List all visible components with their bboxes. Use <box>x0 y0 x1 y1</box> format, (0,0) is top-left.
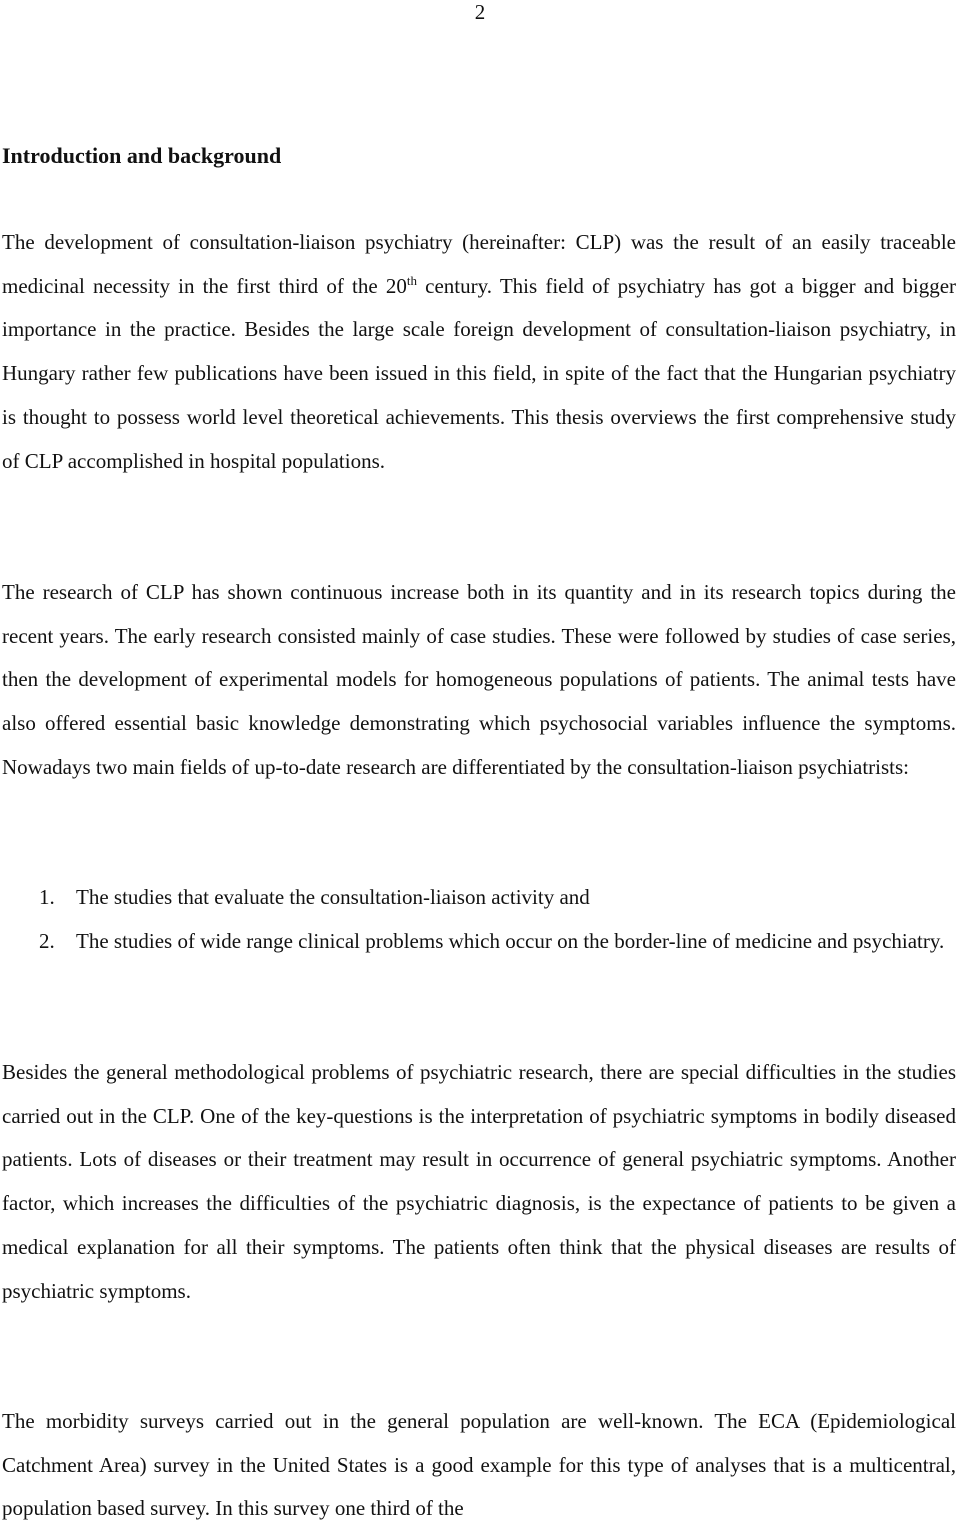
section-heading: Introduction and background <box>2 143 282 168</box>
list-item-number: 1. <box>39 885 55 909</box>
paragraph-intro-part1: The development of consultation-liaison psychiatry (hereinafter: CLP) was the result of an easily traceable medicinal necessity in the first third of the 20 <box>2 230 956 298</box>
superscript-th: th <box>406 272 417 288</box>
page-number: 2 <box>474 0 486 24</box>
research-fields-list <box>2 876 956 963</box>
paragraph-intro <box>2 221 956 483</box>
paragraph-morbidity: The morbidity surveys carried out in the general population are well-known. The ECA (Epidemiological Catchment Area) survey in the United States is a good example for this type of analyses that is a multicentral, population based survey. In this survey one third of the <box>2 1409 956 1521</box>
list-item-number: 2. <box>39 928 55 953</box>
paragraph-research: The research of CLP has shown continuous increase both in its quantity and in its research topics during the recent years. The early research consisted mainly of case studies. These were followed by studies of case series, then the development of experimental models for homogeneous populations of patients. The animal tests have also offered essential basic knowledge demonstrating which psychosocial variables influence the symptoms. Nowadays two main fields of up-to-date research are differentiated by the consultation-liaison psychiatrists: <box>2 580 956 779</box>
paragraph-intro-part2: century. This field of psychiatry has got a bigger and bigger importance in the practice. Besides the large scale foreign development of consultation-liaison psychiatry, in Hungary rather few publications have been issued in this field, in spite of the fact that the Hungarian psychiatry is thought to possess world level theoretical achievements. This thesis overviews the first comprehensive study of CLP accomplished in hospital populations. <box>2 273 957 473</box>
list-item-text: The studies of wide range clinical problems which occur on the border-line of medicine and psychiatry. <box>76 928 945 953</box>
list-item <box>2 876 956 920</box>
list-item-text: The studies that evaluate the consultation-liaison activity and <box>76 885 590 909</box>
list-item <box>2 920 956 964</box>
paragraph-methodology: Besides the general methodological problems of psychiatric research, there are special difficulties in the studies carried out in the CLP. One of the key-questions is the interpretation of psychiatric symptoms in bodily diseased patients. Lots of diseases or their treatment may result in occurrence of general psychiatric symptoms. Another factor, which increases the difficulties of the psychiatric diagnosis, is the expectance of patients to be given a medical explanation for all their symptoms. The patients often think that the physical diseases are results of psychiatric symptoms. <box>2 1060 956 1303</box>
